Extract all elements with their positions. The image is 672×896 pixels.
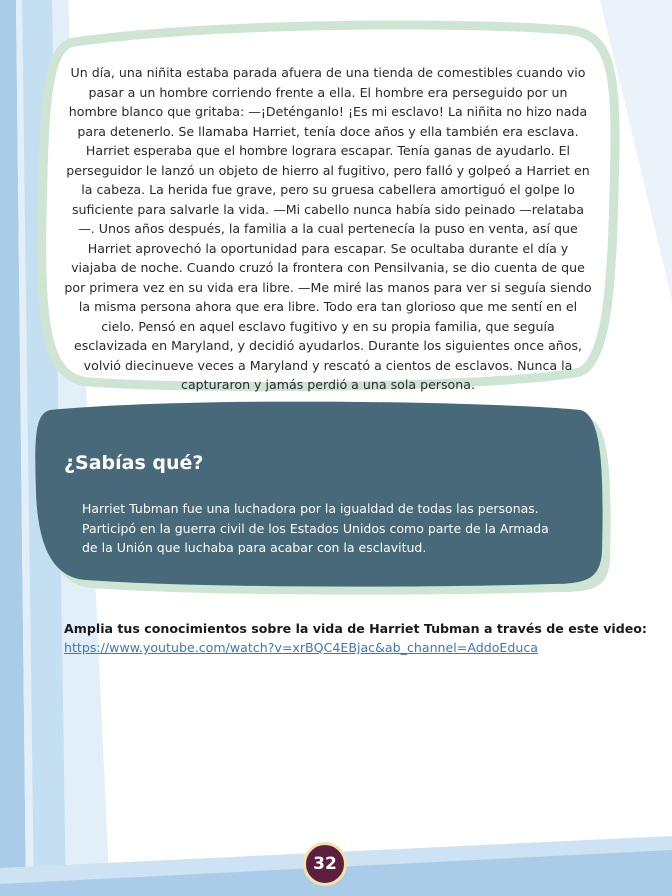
fact-paragraph: Harriet Tubman fue una luchadora por la igualdad de todas las personas. Participó en la guerra civil de los Estados Unidos como parte de la Armada de la Unión que luchaba para acabar con la esclavitud. [82,501,549,555]
video-link[interactable]: https://www.youtube.com/watch?v=xrBQC4EBjac&ab_channel=AddoEduca [64,640,538,655]
story-paragraph: Un día, una niñita estaba parada afuera de una tienda de comestibles cuando vio pasar a un hombre corriendo frente a ella. El hombre era perseguido por un hombre blanco que gritaba: —¡Deténganlo! ¡Es mi esclavo! La niñita no hizo nada para detenerlo. Se llamaba Harriet, tenía doce años y ella también era esclava. Harriet esperaba que el hombre lograra escapar. Tenía ganas de ayudarlo. El perseguidor le lanzó un objeto de hierro al fugitivo, pero falló y golpeó a Harriet en la cabeza. La herida fue grave, pero su gruesa cabellera amortiguó el golpe lo suficiente para salvarle la vida. —Mi cabello nunca había sido peinado —relataba—. Unos años después, la familia a la cual pertenecía la puso en venta, así que Harriet aprovechó la oportunidad para escapar. Se ocultaba durante el día y viajaba de noche. Cuando cruzó la frontera con Pensilvania, se dio cuenta de que por primera vez en su vida era libre. —Me miré las manos para ver si seguía siendo la misma persona ahora que era libre. Todo era tan glorioso que me sentí en el cielo. Pensó en aquel esclavo fugitivo y en su propia familia, que seguía esclavizada en Maryland, y decidió ayudarlos. Durante los siguientes once años, volvió diecinueve veces a Maryland y rescató a cientos de esclavos. Nunca la capturaron y jamás perdió a una sola persona. [64,65,592,392]
video-prompt: Amplia tus conocimientos sobre la vida de Harriet Tubman a través de este video: [64,621,647,636]
fact-title: ¿Sabías qué? [64,452,204,474]
page-number-badge [303,842,347,886]
page-number: 32 [313,854,337,874]
